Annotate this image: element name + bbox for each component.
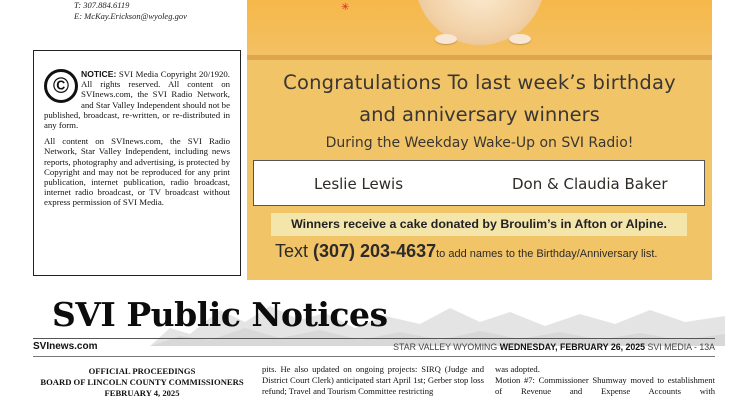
- ad-subtitle: During the Weekday Wake-Up on SVI Radio!: [325, 135, 634, 151]
- hamster-foot-right: [509, 34, 531, 44]
- dateline-page: SVI MEDIA - 13A: [645, 342, 715, 352]
- cake-donation-note: Winners receive a cake donated by Broulim’s in Afton or Alpine.: [271, 213, 687, 236]
- dateline-date: WEDNESDAY, FEBRUARY 26, 2025: [499, 342, 646, 352]
- copyright-icon: ©: [44, 69, 78, 103]
- winner-name: Leslie Lewis: [314, 175, 404, 193]
- heading-line: OFFICIAL PROCEEDINGS: [88, 366, 196, 376]
- heading-line: BOARD OF LINCOLN COUNTY COMMISSIONERS: [40, 377, 244, 387]
- contact-phone: T: 307.884.6119: [74, 0, 130, 10]
- notice-body: SVI Media Copyright 20/1920. All rights reserved. All content on SVInews.com, the SVI Radio Network, and Star Valley Independent should not be published, broadcast, re-written, or re-distributed in any form.: [44, 69, 230, 131]
- dateline-location: STAR VALLEY WYOMING: [393, 342, 500, 352]
- contact-email[interactable]: E: McKay.Erickson@wyoleg.gov: [74, 11, 187, 21]
- ad-divider: [247, 55, 712, 60]
- red-star-icon: ✳: [341, 2, 350, 13]
- copyright-paragraph-2: All content on SVInews.com, the SVI Radio Network, Star Valley Independent, including news reports, photography and advertising, is protected by Copyright and may not be reproduced for any print publication, internet publication, radio broadcast, internet radio broadcast, or TV broadcast without express permission of SVI Media.: [44, 136, 230, 208]
- copyright-paragraph-1: [44, 69, 230, 130]
- hamster-foot-left: [435, 34, 457, 44]
- heading-line: FEBRUARY 4, 2025: [104, 388, 180, 398]
- text-prefix: Text: [275, 241, 314, 261]
- text-suffix: to add names to the Birthday/Anniversary list.: [436, 248, 658, 260]
- ad-title-line-2: and anniversary winners: [359, 103, 600, 126]
- section-title: SVI Public Notices: [52, 295, 388, 334]
- header-rule-bottom: [33, 356, 715, 357]
- notice-lead: NOTICE:: [81, 69, 117, 79]
- winner-name: Don & Claudia Baker: [512, 175, 668, 193]
- birthday-anniversary-ad: [247, 0, 712, 280]
- header-rule-top: [33, 338, 715, 339]
- motion-text: Motion #7: Commissioner Shumway moved to establishment of Revenue and Expense Accounts with: [495, 375, 715, 396]
- article-column-2: pits. He also updated on ongoing projects: SIRQ (Judge and District Court Clerk) anticipated start April 1st; Gerber stop loss refund; Travel and Tourism Committee restricting: [262, 364, 484, 396]
- hamster-photo: [247, 0, 712, 55]
- ad-phone-number[interactable]: (307) 203-4637: [313, 241, 437, 261]
- text-to-add-line: [275, 241, 715, 262]
- site-link[interactable]: SVInews.com: [33, 341, 98, 352]
- winners-box: [253, 160, 705, 206]
- proceedings-heading: [33, 366, 251, 399]
- column-3-line: was adopted.: [495, 364, 540, 374]
- contact-info: [74, 0, 254, 22]
- copyright-notice-box: [33, 50, 241, 276]
- ad-title-line-1: Congratulations To last week’s birthday: [283, 71, 676, 94]
- dateline: [393, 342, 715, 352]
- article-column-3: [495, 364, 715, 397]
